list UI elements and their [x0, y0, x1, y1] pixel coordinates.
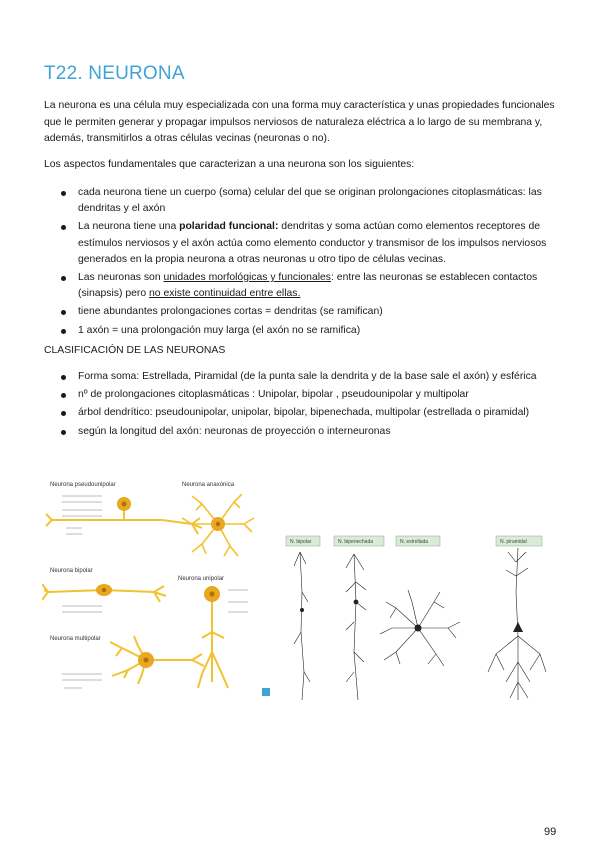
soma-shape [513, 622, 523, 632]
label-multipolar: Neurona multipolar [50, 636, 101, 642]
bullet-icon [61, 411, 66, 416]
bipenechada-drawing [346, 554, 366, 700]
soma-shape [415, 625, 422, 632]
bullet-icon [61, 430, 66, 435]
label-n-bipenechada: N. bipenechada [338, 539, 374, 545]
list-item: cada neurona tiene un cuerpo (soma) celular del que se originan prolongaciones citoplasmáticas: las dendritas y el axón [44, 185, 558, 217]
bullet-icon [61, 191, 66, 196]
list-item: Las neuronas son unidades morfológicas y funcionales: entre las neuronas se establecen contactos (sinapsis) pero no existe continuidad entre ellas. [44, 270, 558, 302]
aspects-lead: Los aspectos fundamentales que caracterizan a una neurona son los siguientes: [44, 159, 415, 170]
list-item: según la longitud del axón: neuronas de proyección o interneuronas [44, 424, 558, 440]
underlined-term: unidades morfológicas y funcionales [163, 272, 332, 284]
label-bipolar: Neurona bipolar [50, 568, 93, 574]
page-title: T22. NEURONA [44, 63, 185, 84]
label-unipolar: Neurona unipolar [178, 576, 225, 582]
page-number: 99 [544, 826, 557, 838]
list-item: tiene abundantes prolongaciones cortas = dendritas (se ramifican) [44, 304, 558, 320]
list-item: nº de prolongaciones citoplasmáticas : Unipolar, bipolar , pseudounipolar y multipolar [44, 387, 558, 403]
bullet-icon [61, 329, 66, 334]
label-n-bipolar: N. bipolar [290, 539, 312, 545]
list-item: árbol dendrítico: pseudounipolar, unipolar, bipolar, bipenechada, multipolar (estrellada o piramidal) [44, 405, 558, 421]
bullet-icon [61, 393, 66, 398]
aspects-list [44, 185, 558, 341]
list-item: Forma soma: Estrellada, Piramidal (de la punta sale la dendrita y de la base sale el axón) y esférica [44, 369, 558, 385]
bold-term: polaridad funcional: [179, 221, 279, 233]
underlined-term: no existe continuidad entre ellas. [149, 288, 301, 300]
corner-badge-icon [262, 688, 270, 696]
list-item: La neurona tiene una polaridad funcional: dendritas y soma actúan como elementos receptores de estímulos nerviosos y el axón actúa como elemento conductor y transmisor de los impulsos nerviosos generados en la propia neurona a otras neuronas u otro tipo de células vecinas. [44, 219, 558, 268]
bullet-icon [61, 310, 66, 315]
bullet-icon [61, 225, 66, 230]
neuron-morphology-figure [284, 532, 558, 704]
bullet-icon [61, 375, 66, 380]
section-heading: CLASIFICACIÓN DE LAS NEURONAS [44, 345, 226, 356]
bipolar-drawing [294, 552, 310, 700]
label-n-piramidal: N. piramidal [500, 539, 527, 545]
classification-list [44, 369, 558, 442]
soma-shape [300, 608, 304, 612]
label-pseudounipolar: Neurona pseudounipolar [50, 482, 116, 488]
intro-paragraph: La neurona es una célula muy especializada con una forma muy característica y unas propiedades funcionales que le permiten generar y propagar impulsos nerviosos de naturaleza eléctrica a lo largo de su membrana y, además, transmitirlos a otras células vecinas (neuronas o no). [44, 100, 555, 144]
bullet-icon [61, 276, 66, 281]
label-anaxonica: Neurona anaxónica [182, 482, 235, 488]
list-item: 1 axón = una prolongación muy larga (el axón no se ramifica) [44, 323, 558, 339]
soma-shape [354, 600, 359, 605]
label-n-estrellada: N. estrellada [400, 539, 429, 545]
neuron-types-figure [42, 462, 278, 702]
